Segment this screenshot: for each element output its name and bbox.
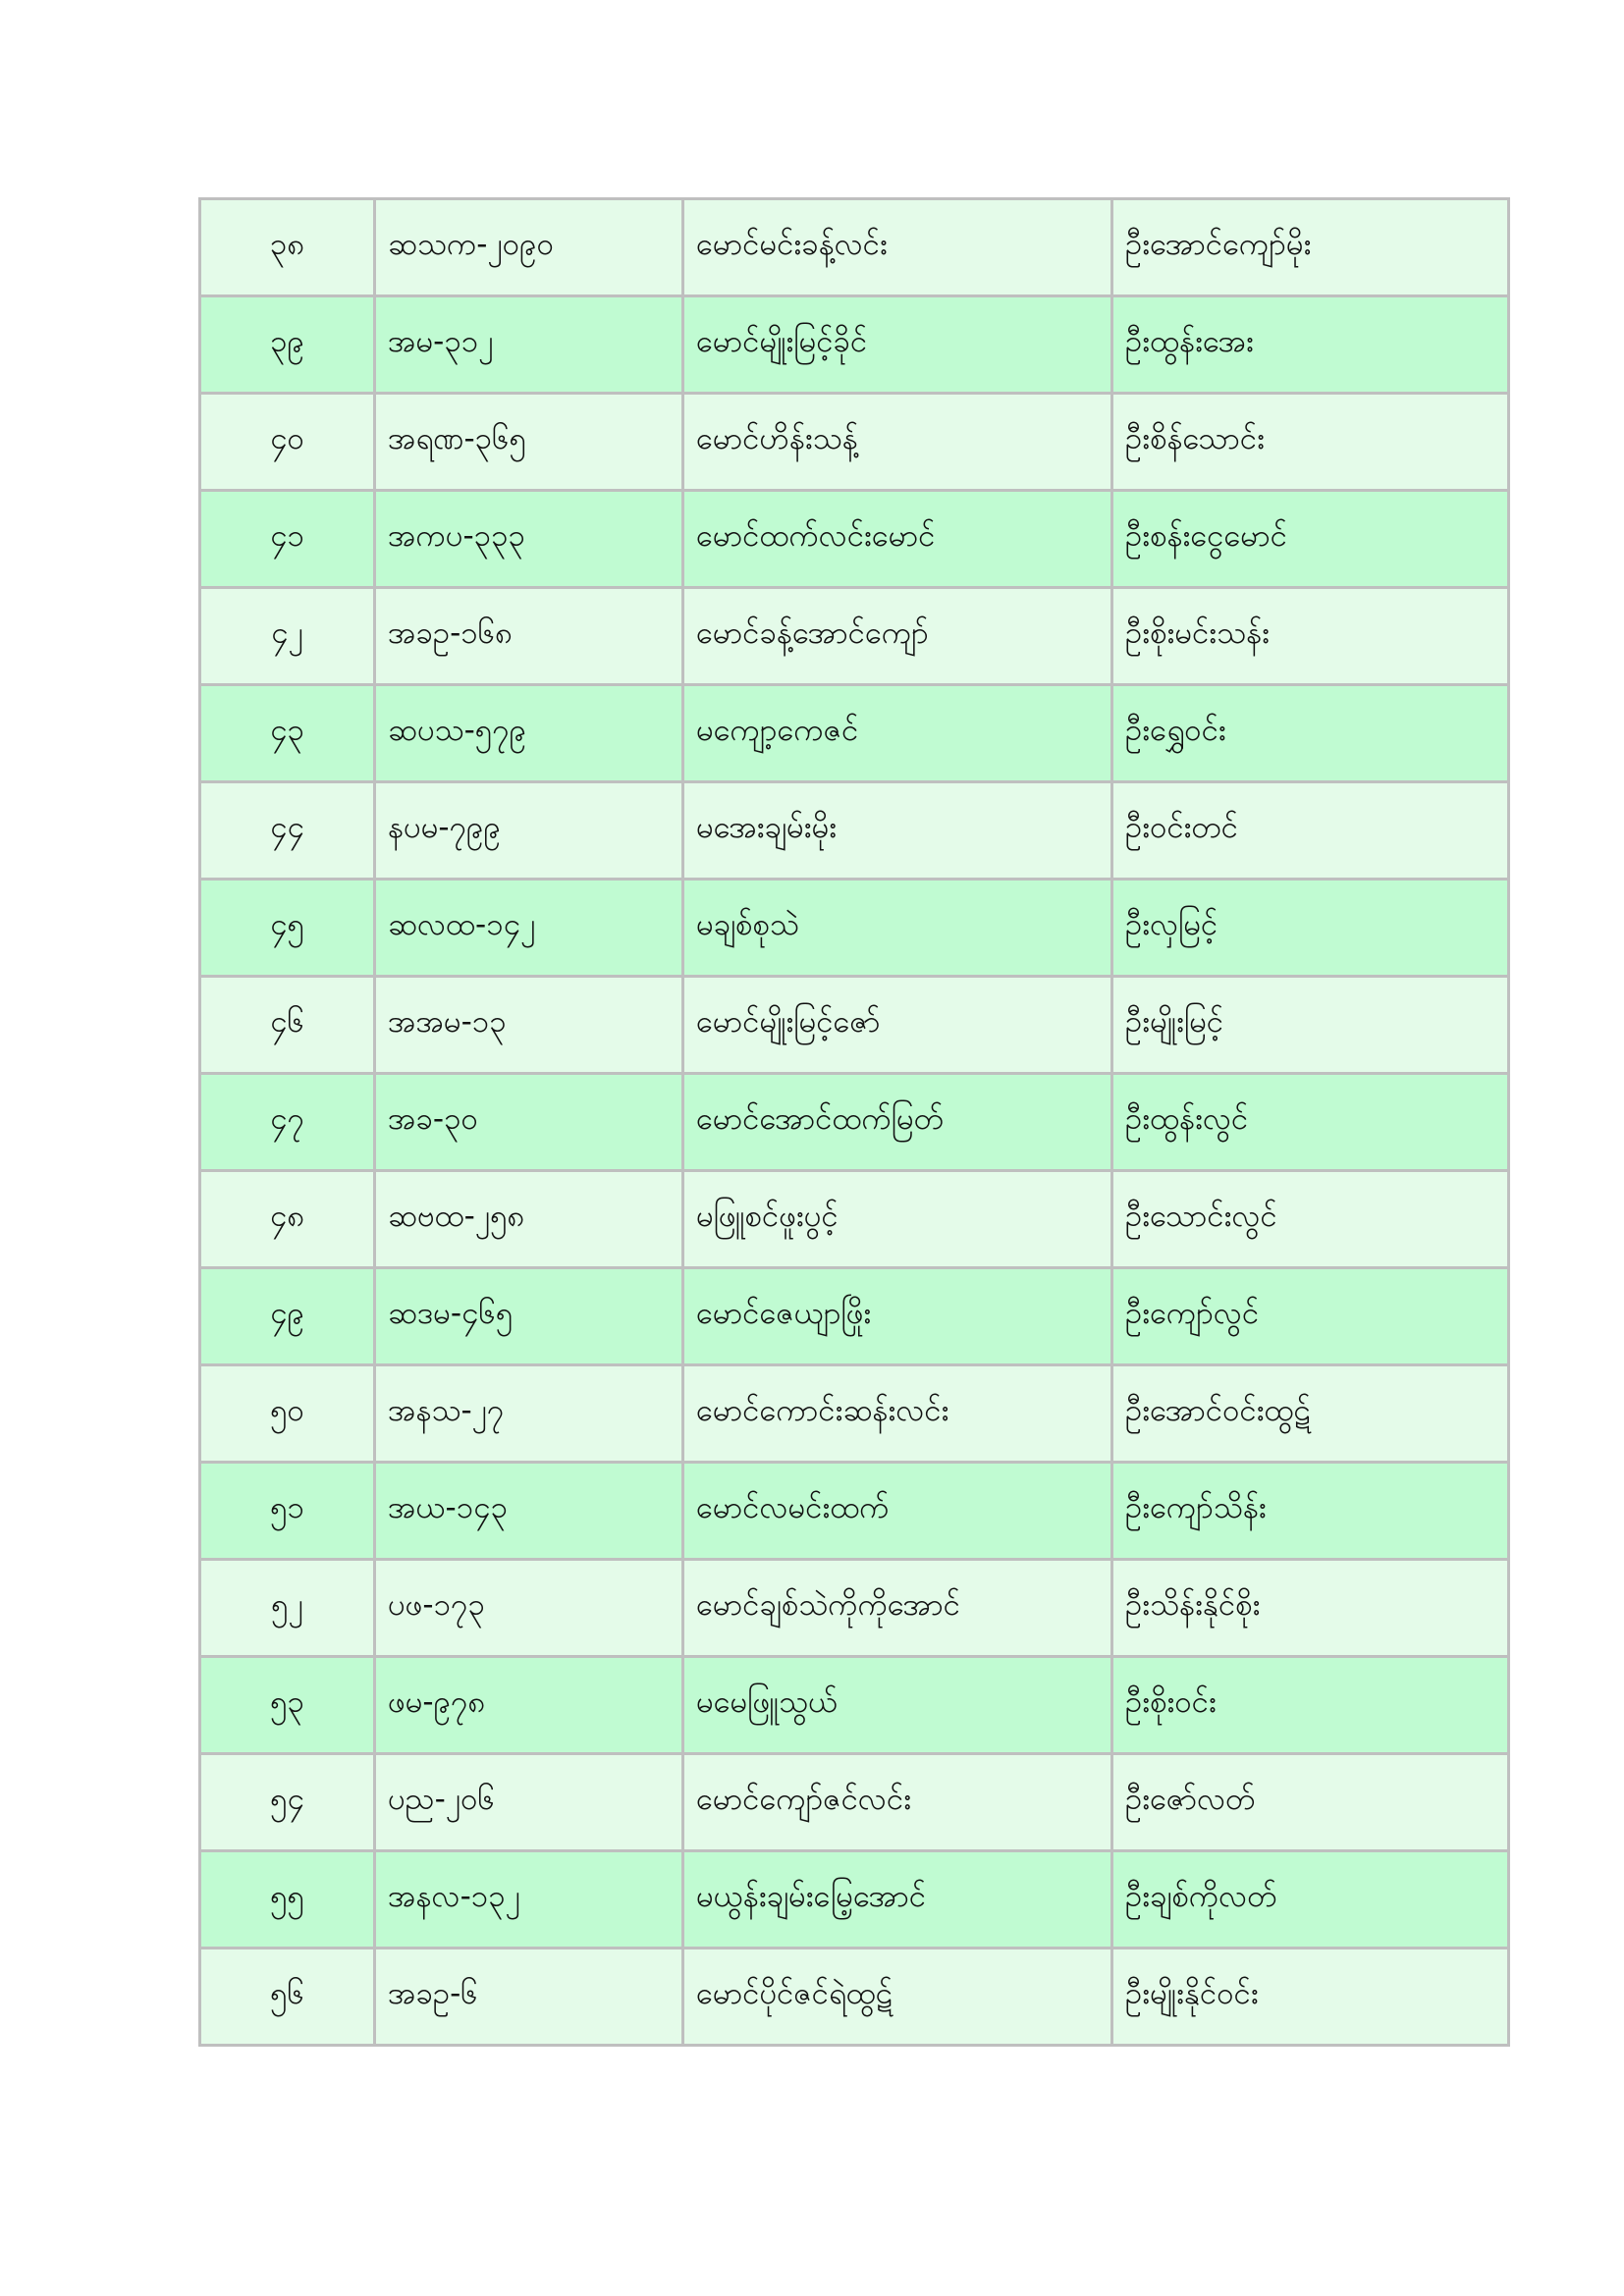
table-row (200, 685, 1509, 782)
registration-number-cell: ပဖ-၁၇၃ (375, 1560, 683, 1657)
table-row (200, 394, 1509, 491)
parent-name-cell: ဦးကျော်သိန်း (1112, 1463, 1509, 1560)
student-name-cell: မောင်အောင်ထက်မြတ် (683, 1074, 1112, 1171)
row-number-cell: ၄၅ (200, 880, 375, 977)
registration-number-cell: အနသ-၂၇ (375, 1365, 683, 1463)
row-number-cell: ၄၉ (200, 1268, 375, 1365)
table-row (200, 1754, 1509, 1851)
row-number-cell: ၃၈ (200, 199, 375, 296)
registration-number-cell: အခဥ-၁၆၈ (375, 588, 683, 685)
row-number-cell: ၅၂ (200, 1560, 375, 1657)
parent-name-cell: ဦးစိုးဝင်း (1112, 1657, 1509, 1754)
student-name-cell: မောင်ချစ်သဲကိုကိုအောင် (683, 1560, 1112, 1657)
roster-body (200, 199, 1509, 2046)
row-number-cell: ၄၁ (200, 491, 375, 588)
student-name-cell: မမေဖြူသွယ် (683, 1657, 1112, 1754)
parent-name-cell: ဦးလှမြင့် (1112, 880, 1509, 977)
registration-number-cell: အနလ-၁၃၂ (375, 1851, 683, 1949)
registration-number-cell: ဆပသ-၅၇၉ (375, 685, 683, 782)
table-row (200, 1365, 1509, 1463)
student-name-cell: မောင်ကောင်းဆန်းလင်း (683, 1365, 1112, 1463)
parent-name-cell: ဦးအောင်ဝင်းထွဋ် (1112, 1365, 1509, 1463)
registration-number-cell: အခ-၃၀ (375, 1074, 683, 1171)
parent-name-cell: ဦးထွန်းလွင် (1112, 1074, 1509, 1171)
student-name-cell: မအေးချမ်းမိုး (683, 782, 1112, 880)
student-name-cell: မချစ်စုသဲ (683, 880, 1112, 977)
parent-name-cell: ဦးမျိုးမြင့် (1112, 977, 1509, 1074)
table-row (200, 1949, 1509, 2046)
registration-number-cell: ဆဒမ-၄၆၅ (375, 1268, 683, 1365)
registration-number-cell: ဖမ-၉၇၈ (375, 1657, 683, 1754)
parent-name-cell: ဦးကျော်လွင် (1112, 1268, 1509, 1365)
table-row (200, 296, 1509, 394)
table-row (200, 880, 1509, 977)
row-number-cell: ၅၁ (200, 1463, 375, 1560)
table-row (200, 588, 1509, 685)
registration-number-cell: အမ-၃၁၂ (375, 296, 683, 394)
registration-number-cell: ဆဗထ-၂၅၈ (375, 1171, 683, 1268)
student-name-cell: မောင်မျိုးမြင့်ခိုင် (683, 296, 1112, 394)
row-number-cell: ၄၃ (200, 685, 375, 782)
student-name-cell: မယွန်းချမ်းမြေ့အောင် (683, 1851, 1112, 1949)
row-number-cell: ၄၂ (200, 588, 375, 685)
parent-name-cell: ဦးစန်းငွေမောင် (1112, 491, 1509, 588)
parent-name-cell: ဦးချစ်ကိုလတ် (1112, 1851, 1509, 1949)
table-row (200, 1171, 1509, 1268)
registration-number-cell: အအမ-၁၃ (375, 977, 683, 1074)
registration-number-cell: ပည-၂၀၆ (375, 1754, 683, 1851)
table-row (200, 977, 1509, 1074)
registration-number-cell: ဆလထ-၁၄၂ (375, 880, 683, 977)
parent-name-cell: ဦးမျိုးနိုင်ဝင်း (1112, 1949, 1509, 2046)
table-row (200, 1268, 1509, 1365)
table-row (200, 199, 1509, 296)
parent-name-cell: ဦးထွန်းအေး (1112, 296, 1509, 394)
registration-number-cell: အရဏ-၃၆၅ (375, 394, 683, 491)
table-row (200, 1560, 1509, 1657)
student-name-cell: မောင်ဇေယျာဖြိုး (683, 1268, 1112, 1365)
parent-name-cell: ဦးစိုးမင်းသန်း (1112, 588, 1509, 685)
table-row (200, 1463, 1509, 1560)
parent-name-cell: ဦးဇော်လတ် (1112, 1754, 1509, 1851)
table-row (200, 491, 1509, 588)
student-name-cell: မကျော့ကေဇင် (683, 685, 1112, 782)
student-name-cell: မောင်ကျော်ဇင်လင်း (683, 1754, 1112, 1851)
table-row (200, 782, 1509, 880)
student-name-cell: မောင်မျိုးမြင့်ဇော် (683, 977, 1112, 1074)
row-number-cell: ၅၅ (200, 1851, 375, 1949)
student-name-cell: မောင်လမင်းထက် (683, 1463, 1112, 1560)
row-number-cell: ၄၀ (200, 394, 375, 491)
parent-name-cell: ဦးအောင်ကျော်မိုး (1112, 199, 1509, 296)
parent-name-cell: ဦးသောင်းလွင် (1112, 1171, 1509, 1268)
row-number-cell: ၃၉ (200, 296, 375, 394)
student-name-cell: မောင်ခန့်အောင်ကျော် (683, 588, 1112, 685)
registration-number-cell: နပမ-၇၉၉ (375, 782, 683, 880)
student-name-cell: မောင်ဟိန်းသန့် (683, 394, 1112, 491)
row-number-cell: ၄၆ (200, 977, 375, 1074)
student-roster-table (198, 197, 1510, 2047)
row-number-cell: ၄၄ (200, 782, 375, 880)
row-number-cell: ၅၀ (200, 1365, 375, 1463)
parent-name-cell: ဦးဝင်းတင် (1112, 782, 1509, 880)
table-row (200, 1074, 1509, 1171)
parent-name-cell: ဦးစိန်သောင်း (1112, 394, 1509, 491)
row-number-cell: ၅၄ (200, 1754, 375, 1851)
row-number-cell: ၄၇ (200, 1074, 375, 1171)
registration-number-cell: အကပ-၃၃၃ (375, 491, 683, 588)
student-name-cell: မောင်မင်းခန့်လင်း (683, 199, 1112, 296)
parent-name-cell: ဦးသိန်းနိုင်စိုး (1112, 1560, 1509, 1657)
table-row (200, 1851, 1509, 1949)
row-number-cell: ၅၃ (200, 1657, 375, 1754)
registration-number-cell: အယ-၁၄၃ (375, 1463, 683, 1560)
student-name-cell: မဖြူစင်ဖူးပွင့် (683, 1171, 1112, 1268)
row-number-cell: ၄၈ (200, 1171, 375, 1268)
registration-number-cell: ဆသက-၂၀၉၀ (375, 199, 683, 296)
table-row (200, 1657, 1509, 1754)
registration-number-cell: အခဥ-၆ (375, 1949, 683, 2046)
student-name-cell: မောင်ပိုင်ဇင်ရဲထွဋ် (683, 1949, 1112, 2046)
row-number-cell: ၅၆ (200, 1949, 375, 2046)
parent-name-cell: ဦးရွှေဝင်း (1112, 685, 1509, 782)
student-name-cell: မောင်ထက်လင်းမောင် (683, 491, 1112, 588)
